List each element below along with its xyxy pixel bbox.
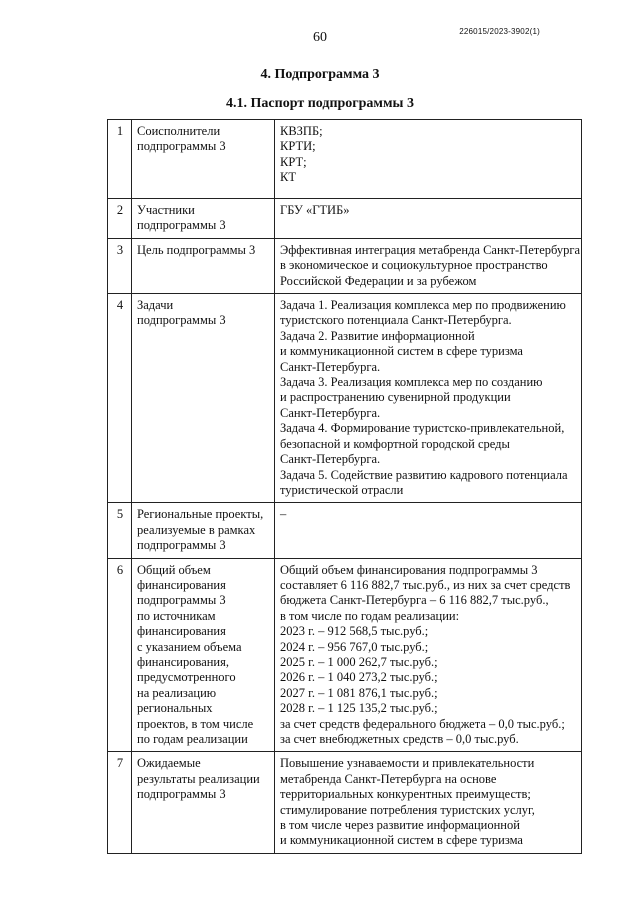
value-line: 2028 г. – 1 125 135,2 тыс.руб.; <box>280 701 438 716</box>
value-line: 2026 г. – 1 040 273,2 тыс.руб.; <box>280 670 438 685</box>
value-line: – <box>280 507 287 522</box>
table-row <box>108 120 582 199</box>
value-line: Санкт-Петербурга. <box>280 359 381 374</box>
value-line: Задача 5. Содействие развитию кадрового потенциала <box>280 467 568 482</box>
value-line: бюджета Санкт-Петербурга – 6 116 882,7 тыс.руб., <box>280 593 549 608</box>
label-line: подпрограммы 3 <box>137 313 226 328</box>
value-line: в том числе по годам реализации: <box>280 608 460 623</box>
label-line: Региональные проекты, <box>137 507 264 522</box>
value-line: 2024 г. – 956 767,0 тыс.руб.; <box>280 639 429 654</box>
label-line: региональных <box>137 701 213 716</box>
value-line: составляет 6 116 882,7 тыс.руб., из них за счет средств <box>280 577 571 592</box>
value-line: Эффективная интеграция метабренда Санкт-Петербурга <box>280 242 581 257</box>
label-line: Цель подпрограммы 3 <box>137 242 256 257</box>
row-number: 1 <box>108 120 132 199</box>
value-line: Общий объем финансирования подпрограммы 3 <box>280 562 538 577</box>
value-line: территориальных конкурентных преимуществ; <box>280 787 531 802</box>
row-label <box>132 752 275 853</box>
value-line: и распространению сувенирной продукции <box>280 390 511 405</box>
value-line: в экономическое и социокультурное пространство <box>280 258 548 273</box>
value-line: Задача 1. Реализация комплекса мер по продвижению <box>280 298 566 313</box>
value-line: КРТ; <box>280 154 307 169</box>
value-line: Санкт-Петербурга. <box>280 405 381 420</box>
label-line: Соисполнители <box>137 124 221 138</box>
value-line: КТ <box>280 170 296 185</box>
label-line: реализуемые в рамках <box>137 522 256 537</box>
row-value <box>275 558 582 752</box>
table-row <box>108 558 582 752</box>
section-title: 4. Подпрограмма 3 <box>260 67 380 82</box>
label-line: предусмотренного <box>137 670 236 685</box>
label-line: Общий объем <box>137 562 211 577</box>
label-line: финансирования <box>137 577 226 592</box>
label-line: на реализацию <box>137 685 217 700</box>
label-line: подпрограммы 3 <box>137 593 226 608</box>
value-line: Российской Федерации и за рубежом <box>280 273 477 288</box>
row-label <box>132 558 275 752</box>
row-number: 7 <box>108 752 132 853</box>
value-line: Санкт-Петербурга. <box>280 452 381 467</box>
row-label <box>132 120 275 199</box>
table-row <box>108 238 582 293</box>
value-line: КВЗПБ; <box>280 124 323 138</box>
value-line: безопасной и комфортной городской среды <box>280 436 510 451</box>
label-line: проектов, в том числе <box>137 716 254 731</box>
label-line: результаты реализации <box>137 771 260 786</box>
label-line: Задачи <box>137 298 174 313</box>
label-line: с указанием объема <box>137 639 242 654</box>
value-line: 2025 г. – 1 000 262,7 тыс.руб.; <box>280 654 438 669</box>
passport-table <box>107 119 582 854</box>
value-line: КРТИ; <box>280 139 316 154</box>
row-label <box>132 294 275 503</box>
value-line: Задача 3. Реализация комплекса мер по созданию <box>280 375 543 390</box>
row-value <box>275 120 582 199</box>
table-row <box>108 199 582 239</box>
page-number: 60 <box>313 30 327 45</box>
row-number: 2 <box>108 199 132 239</box>
value-line: туристической отрасли <box>280 482 404 497</box>
row-number: 4 <box>108 294 132 503</box>
value-line: за счет внебюджетных средств – 0,0 тыс.руб. <box>280 732 519 746</box>
value-line: в том числе через развитие информационной <box>280 818 520 833</box>
value-line: 2027 г. – 1 081 876,1 тыс.руб.; <box>280 685 438 700</box>
value-line: метабренда Санкт-Петербурга на основе <box>280 771 497 786</box>
value-line: ГБУ «ГТИБ» <box>280 203 350 217</box>
label-line: подпрограммы 3 <box>137 139 226 154</box>
table-row <box>108 752 582 853</box>
label-line: финансирования, <box>137 654 229 669</box>
value-line: и коммуникационной систем в сфере туризма <box>280 833 523 848</box>
row-number: 5 <box>108 503 132 558</box>
row-label <box>132 503 275 558</box>
row-label <box>132 238 275 293</box>
label-line: по годам реализации <box>137 732 248 746</box>
value-line: Задача 2. Развитие информационной <box>280 328 475 343</box>
row-value <box>275 199 582 239</box>
value-line: за счет средств федерального бюджета – 0,0 тыс.руб.; <box>280 716 565 731</box>
row-value <box>275 238 582 293</box>
label-line: подпрограммы 3 <box>137 218 226 233</box>
label-line: Ожидаемые <box>137 756 201 771</box>
row-value <box>275 503 582 558</box>
row-value <box>275 752 582 853</box>
value-line: стимулирование потребления туристских услуг, <box>280 802 535 817</box>
subsection-title: 4.1. Паспорт подпрограммы 3 <box>226 96 414 111</box>
row-value <box>275 294 582 503</box>
document-code: 226015/2023-3902(1) <box>459 27 540 36</box>
table-row <box>108 294 582 503</box>
value-line: туристского потенциала Санкт-Петербурга. <box>280 313 512 328</box>
label-line: подпрограммы 3 <box>137 538 226 553</box>
label-line: по источникам <box>137 608 216 623</box>
value-line: Задача 4. Формирование туристско-привлекательной, <box>280 421 565 436</box>
value-line: 2023 г. – 912 568,5 тыс.руб.; <box>280 624 429 639</box>
value-line: Повышение узнаваемости и привлекательности <box>280 756 535 771</box>
row-number: 6 <box>108 558 132 752</box>
row-label <box>132 199 275 239</box>
table-row <box>108 503 582 558</box>
label-line: Участники <box>137 203 195 217</box>
row-number: 3 <box>108 238 132 293</box>
value-line: и коммуникационной систем в сфере туризма <box>280 344 523 359</box>
label-line: финансирования <box>137 624 226 639</box>
label-line: подпрограммы 3 <box>137 787 226 802</box>
